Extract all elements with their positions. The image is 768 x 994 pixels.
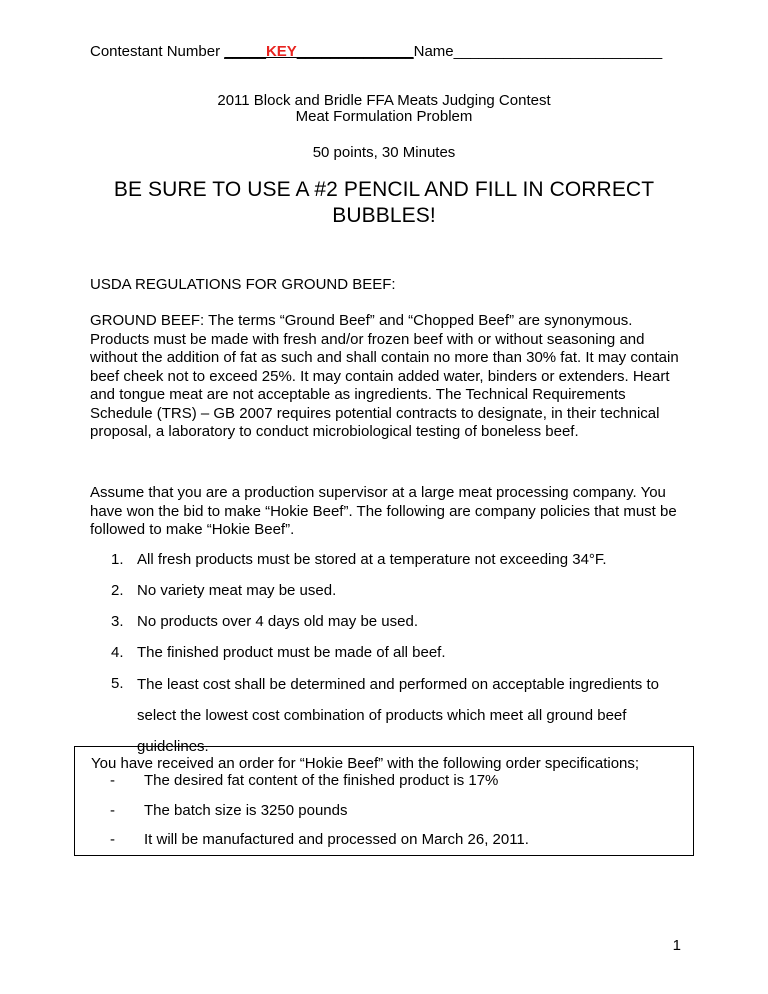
- policy-item: 3. No products over 4 days old may be used.: [111, 613, 418, 630]
- policy-item: 2. No variety meat may be used.: [111, 582, 337, 599]
- regulations-heading: USDA REGULATIONS FOR GROUND BEEF:: [90, 276, 396, 293]
- order-spec-item: - The desired fat content of the finished product is 17%: [110, 772, 499, 789]
- name-label: Name: [413, 43, 454, 60]
- contestant-number-blank: _____KEY______________: [224, 43, 414, 60]
- policy-item: 1. All fresh products must be stored at a temperature not exceeding 34°F.: [111, 551, 607, 568]
- contest-title: 2011 Block and Bridle FFA Meats Judging Contest: [217, 92, 551, 109]
- regulations-paragraph: GROUND BEEF: The terms “Ground Beef” and “Chopped Beef” are synonymous. Products must be made with fresh and/or frozen beef with or without seasoning and without the addition of fat as such and shall contain no more than 30% fat. It may contain beef cheek not to exceed 25%. It may contain added water, binders or extenders. Heart and tongue meat are not acceptable as ingredients. The Technical Requirements Schedule (TRS) – GB 2007 requires potential contracts to designate, in their technical proposal, a laboratory to conduct microbiological testing of boneless beef.: [90, 312, 679, 440]
- contestant-number-label: Contestant Number: [90, 43, 221, 60]
- problem-title: Meat Formulation Problem: [295, 108, 473, 125]
- order-specifications-box: [74, 746, 694, 856]
- pencil-instruction-banner: BE SURE TO USE A #2 PENCIL AND FILL IN CORRECT BUBBLES!: [113, 178, 655, 227]
- order-intro: You have received an order for “Hokie Beef” with the following order specifications;: [91, 755, 640, 772]
- scenario-paragraph: Assume that you are a production supervisor at a large meat processing company. You have won the bid to make “Hokie Beef”. The following are company policies that must be followed to make “Hokie Beef”.: [90, 484, 677, 538]
- company-policies-list: [111, 550, 701, 773]
- order-spec-item: - The batch size is 3250 pounds: [110, 802, 348, 819]
- policy-item: 4. The finished product must be made of all beef.: [111, 644, 446, 661]
- contestant-header: [90, 43, 662, 60]
- page-number: 1: [672, 937, 681, 954]
- points-time: 50 points, 30 Minutes: [312, 144, 456, 161]
- name-blank: _________________________: [453, 43, 663, 60]
- policy-item: 5. The least cost shall be determined and performed on acceptable ingredients to select the lowest cost combination of products which meet all ground beef guidelines.: [111, 675, 659, 755]
- answer-key-label: KEY: [265, 43, 297, 60]
- order-spec-item: - It will be manufactured and processed on March 26, 2011.: [110, 831, 529, 848]
